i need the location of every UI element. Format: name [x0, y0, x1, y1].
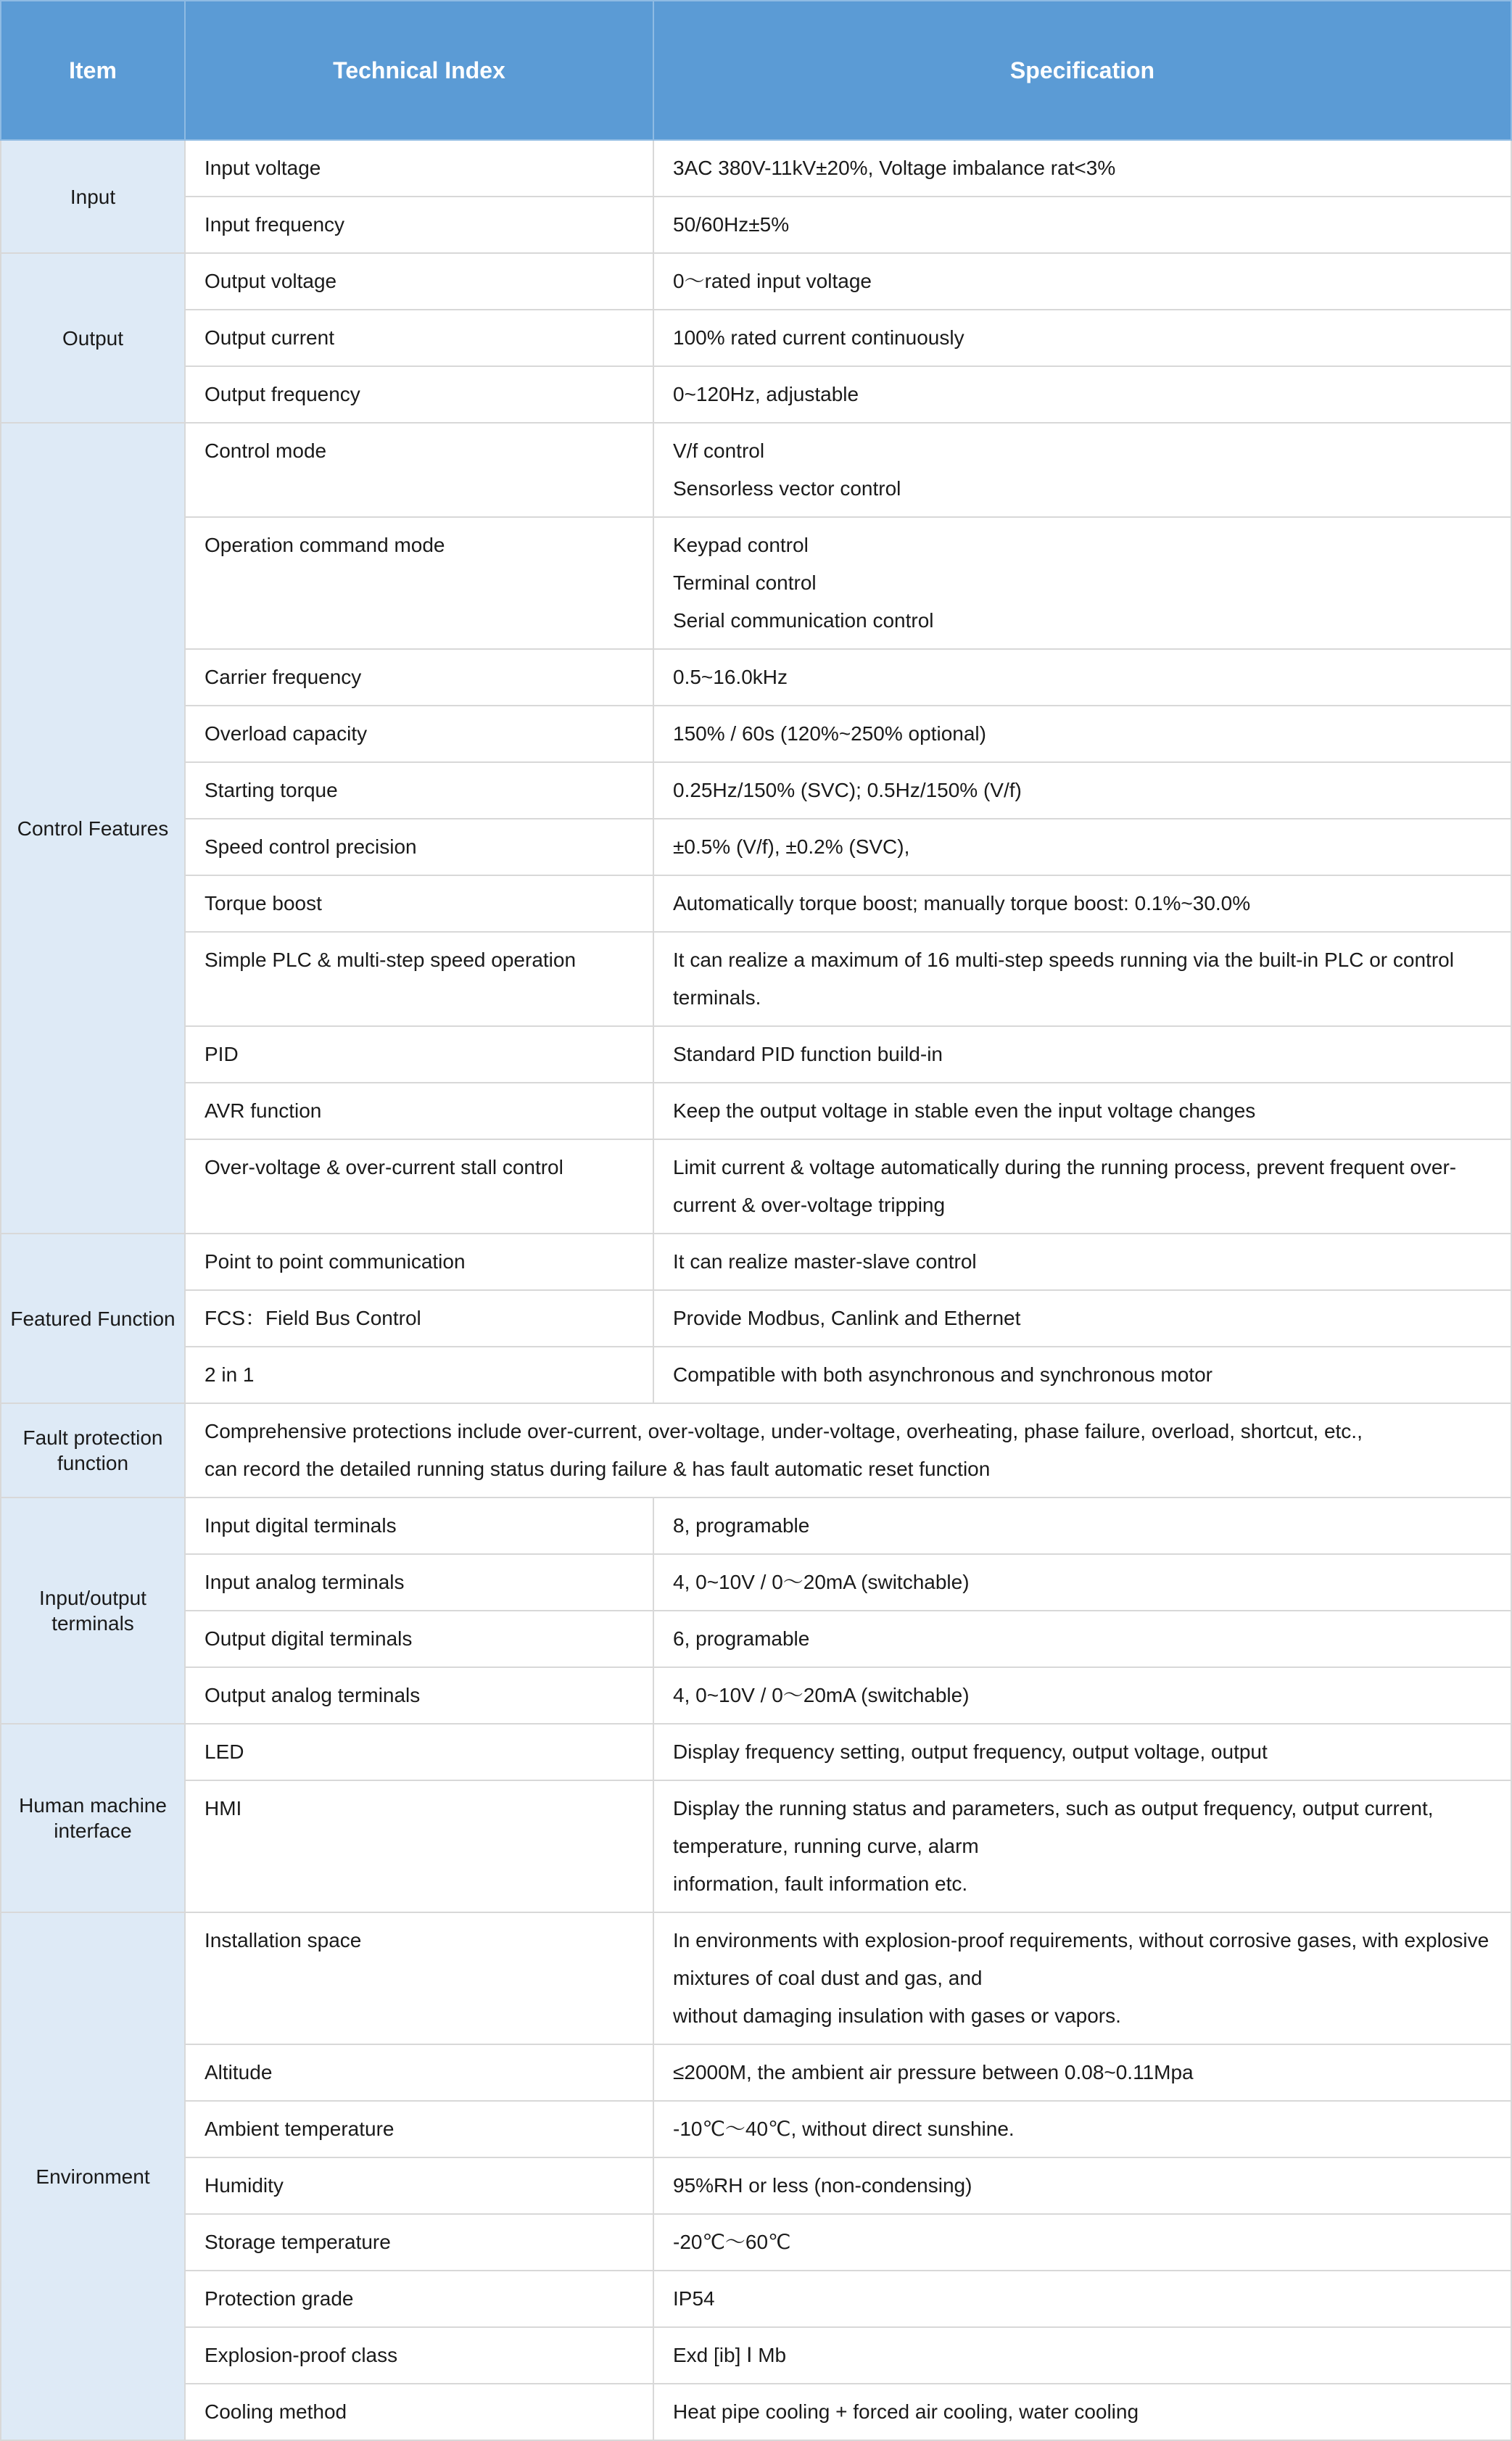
- table-row: [1, 1780, 1511, 1912]
- spec-cell: [653, 649, 1511, 706]
- technical-index-cell: Input voltage: [185, 140, 653, 197]
- spec-cell: [653, 2157, 1511, 2214]
- spec-line: 6, programable: [673, 1627, 810, 1650]
- spec-cell: [653, 932, 1511, 1026]
- spec-cell: [653, 1347, 1511, 1403]
- spec-cell: [653, 1554, 1511, 1611]
- spec-line: Display the running status and parameters, such as output frequency, output current, temperature, running curve, alarm: [673, 1797, 1434, 1857]
- technical-index-cell: Input analog terminals: [185, 1554, 653, 1611]
- spec-line: Sensorless vector control: [673, 477, 901, 500]
- header-specification: Specification: [653, 1, 1511, 140]
- spec-cell: [653, 140, 1511, 197]
- spec-line: can record the detailed running status during failure & has fault automatic reset function: [205, 1458, 991, 1480]
- header-technical-index: Technical Index: [185, 1, 653, 140]
- spec-line: 95%RH or less (non-condensing): [673, 2174, 972, 2197]
- table-row: [1, 140, 1511, 197]
- technical-index-cell: Output current: [185, 310, 653, 366]
- spec-cell: [653, 1780, 1511, 1912]
- spec-line: Automatically torque boost; manually torque boost: 0.1%~30.0%: [673, 892, 1251, 914]
- spec-line: 4, 0~10V / 0～20mA (switchable): [673, 1571, 970, 1593]
- category-cell: Featured Function: [1, 1234, 185, 1403]
- spec-cell: [653, 423, 1511, 517]
- category-cell: Control Features: [1, 423, 185, 1234]
- spec-cell: [653, 2214, 1511, 2271]
- spec-line: IP54: [673, 2287, 715, 2310]
- technical-index-cell: Output frequency: [185, 366, 653, 423]
- table-row: [1, 1667, 1511, 1724]
- spec-cell: [653, 1083, 1511, 1139]
- table-row: [1, 2044, 1511, 2101]
- table-row: [1, 2271, 1511, 2327]
- spec-cell: [653, 819, 1511, 875]
- category-cell: Environment: [1, 1912, 185, 2440]
- technical-index-cell: Storage temperature: [185, 2214, 653, 2271]
- technical-index-cell: AVR function: [185, 1083, 653, 1139]
- technical-index-cell: Output digital terminals: [185, 1611, 653, 1667]
- spec-cell: [653, 1611, 1511, 1667]
- technical-index-cell: LED: [185, 1724, 653, 1780]
- spec-cell: [653, 1290, 1511, 1347]
- table-row: [1, 1724, 1511, 1780]
- table-row: [1, 932, 1511, 1026]
- spec-line: V/f control: [673, 439, 765, 462]
- spec-line: 50/60Hz±5%: [673, 213, 790, 236]
- spec-cell: [653, 1724, 1511, 1780]
- spec-line: Display frequency setting, output frequency, output voltage, output: [673, 1740, 1268, 1763]
- spec-cell: [653, 875, 1511, 932]
- spec-line: 100% rated current continuously: [673, 326, 964, 349]
- table-row: [1, 366, 1511, 423]
- spec-line: Exd [ib] Ⅰ Mb: [673, 2344, 787, 2366]
- table-body: [1, 140, 1511, 2440]
- spec-line: ≤2000M, the ambient air pressure between 0.08~0.11Mpa: [673, 2061, 1194, 2083]
- technical-index-cell: Output analog terminals: [185, 1667, 653, 1724]
- table-row: [1, 1026, 1511, 1083]
- spec-cell: [653, 253, 1511, 310]
- table-row: [1, 819, 1511, 875]
- table-row: [1, 1290, 1511, 1347]
- table-row: [1, 706, 1511, 762]
- table-row: [1, 517, 1511, 649]
- technical-index-cell: Operation command mode: [185, 517, 653, 649]
- technical-index-cell: Starting torque: [185, 762, 653, 819]
- table-row: [1, 875, 1511, 932]
- spec-cell: [653, 706, 1511, 762]
- spec-line: 0~120Hz, adjustable: [673, 383, 859, 405]
- table-row: [1, 1347, 1511, 1403]
- spec-cell: [653, 1139, 1511, 1234]
- technical-index-cell: Cooling method: [185, 2384, 653, 2440]
- spec-line: Terminal control: [673, 571, 817, 594]
- spec-cell: [185, 1403, 1511, 1498]
- spec-cell: [653, 2384, 1511, 2440]
- technical-index-cell: Humidity: [185, 2157, 653, 2214]
- category-cell: Input/output terminals: [1, 1498, 185, 1724]
- spec-line: Serial communication control: [673, 609, 934, 632]
- spec-cell: [653, 762, 1511, 819]
- spec-line: It can realize master-slave control: [673, 1250, 977, 1273]
- spec-cell: [653, 2101, 1511, 2157]
- category-cell: Input: [1, 140, 185, 253]
- spec-line: 150% / 60s (120%~250% optional): [673, 722, 986, 745]
- header-item: Item: [1, 1, 185, 140]
- spec-line: -20℃～60℃: [673, 2231, 791, 2253]
- spec-cell: [653, 2271, 1511, 2327]
- category-cell: Output: [1, 253, 185, 423]
- technical-index-cell: Control mode: [185, 423, 653, 517]
- spec-line: Keep the output voltage in stable even the input voltage changes: [673, 1099, 1256, 1122]
- table-row: [1, 1234, 1511, 1290]
- spec-line: It can realize a maximum of 16 multi-step speeds running via the built-in PLC or control terminals.: [673, 949, 1454, 1009]
- spec-cell: [653, 2327, 1511, 2384]
- spec-line: Provide Modbus, Canlink and Ethernet: [673, 1307, 1021, 1329]
- header-row: [1, 1, 1511, 140]
- table-row: [1, 1139, 1511, 1234]
- spec-line: 0～rated input voltage: [673, 270, 872, 292]
- technical-index-cell: Simple PLC & multi-step speed operation: [185, 932, 653, 1026]
- technical-index-cell: PID: [185, 1026, 653, 1083]
- technical-index-cell: Installation space: [185, 1912, 653, 2044]
- spec-line: 4, 0~10V / 0～20mA (switchable): [673, 1684, 970, 1706]
- table-row: [1, 2384, 1511, 2440]
- spec-line: Comprehensive protections include over-current, over-voltage, under-voltage, overheating, phase failure, overload, shortcut, etc.,: [205, 1420, 1363, 1442]
- spec-line: Keypad control: [673, 534, 809, 556]
- table-row: [1, 1498, 1511, 1554]
- technical-index-cell: FCS：Field Bus Control: [185, 1290, 653, 1347]
- spec-cell: [653, 1498, 1511, 1554]
- category-cell: Fault protection function: [1, 1403, 185, 1498]
- table-row: [1, 2327, 1511, 2384]
- technical-index-cell: Output voltage: [185, 253, 653, 310]
- spec-line: Heat pipe cooling + forced air cooling, water cooling: [673, 2400, 1139, 2423]
- spec-line: -10℃～40℃, without direct sunshine.: [673, 2118, 1015, 2140]
- technical-index-cell: Ambient temperature: [185, 2101, 653, 2157]
- table-row: [1, 253, 1511, 310]
- table-row: [1, 2214, 1511, 2271]
- table-row: [1, 310, 1511, 366]
- technical-index-cell: Torque boost: [185, 875, 653, 932]
- category-cell: Human machine interface: [1, 1724, 185, 1912]
- technical-index-cell: Explosion-proof class: [185, 2327, 653, 2384]
- table-row: [1, 2101, 1511, 2157]
- spec-line: 8, programable: [673, 1514, 810, 1537]
- spec-line: In environments with explosion-proof requirements, without corrosive gases, with explosive mixtures of coal dust and gas, and: [673, 1929, 1490, 1989]
- technical-index-cell: Input digital terminals: [185, 1498, 653, 1554]
- technical-index-cell: Carrier frequency: [185, 649, 653, 706]
- spec-line: ±0.5% (V/f), ±0.2% (SVC),: [673, 835, 910, 858]
- table-row: [1, 649, 1511, 706]
- table-row: [1, 1611, 1511, 1667]
- spec-cell: [653, 1234, 1511, 1290]
- table-row: [1, 2157, 1511, 2214]
- spec-cell: [653, 366, 1511, 423]
- technical-index-cell: Point to point communication: [185, 1234, 653, 1290]
- table-row: [1, 1554, 1511, 1611]
- spec-cell: [653, 517, 1511, 649]
- technical-index-cell: Input frequency: [185, 197, 653, 253]
- spec-cell: [653, 1026, 1511, 1083]
- spec-line: information, fault information etc.: [673, 1872, 968, 1895]
- spec-line: 0.5~16.0kHz: [673, 666, 788, 688]
- spec-cell: [653, 2044, 1511, 2101]
- technical-index-cell: Speed control precision: [185, 819, 653, 875]
- technical-index-cell: HMI: [185, 1780, 653, 1912]
- technical-index-cell: 2 in 1: [185, 1347, 653, 1403]
- table-row: [1, 762, 1511, 819]
- table-row: [1, 1083, 1511, 1139]
- table-row: [1, 1403, 1511, 1498]
- spec-line: Compatible with both asynchronous and synchronous motor: [673, 1363, 1213, 1386]
- table-row: [1, 1912, 1511, 2044]
- technical-index-cell: Protection grade: [185, 2271, 653, 2327]
- technical-index-cell: Altitude: [185, 2044, 653, 2101]
- table-row: [1, 197, 1511, 253]
- spec-cell: [653, 1667, 1511, 1724]
- spec-line: 0.25Hz/150% (SVC); 0.5Hz/150% (V/f): [673, 779, 1022, 801]
- spec-line: 3AC 380V-11kV±20%, Voltage imbalance rat<3%: [673, 157, 1116, 179]
- spec-line: without damaging insulation with gases or vapors.: [673, 2004, 1121, 2027]
- spec-line: Limit current & voltage automatically during the running process, prevent frequent over-current & over-voltage tripping: [673, 1156, 1457, 1216]
- table-row: [1, 423, 1511, 517]
- spec-line: Standard PID function build-in: [673, 1043, 943, 1065]
- spec-cell: [653, 310, 1511, 366]
- spec-cell: [653, 197, 1511, 253]
- spec-cell: [653, 1912, 1511, 2044]
- technical-index-cell: Over-voltage & over-current stall control: [185, 1139, 653, 1234]
- technical-index-cell: Overload capacity: [185, 706, 653, 762]
